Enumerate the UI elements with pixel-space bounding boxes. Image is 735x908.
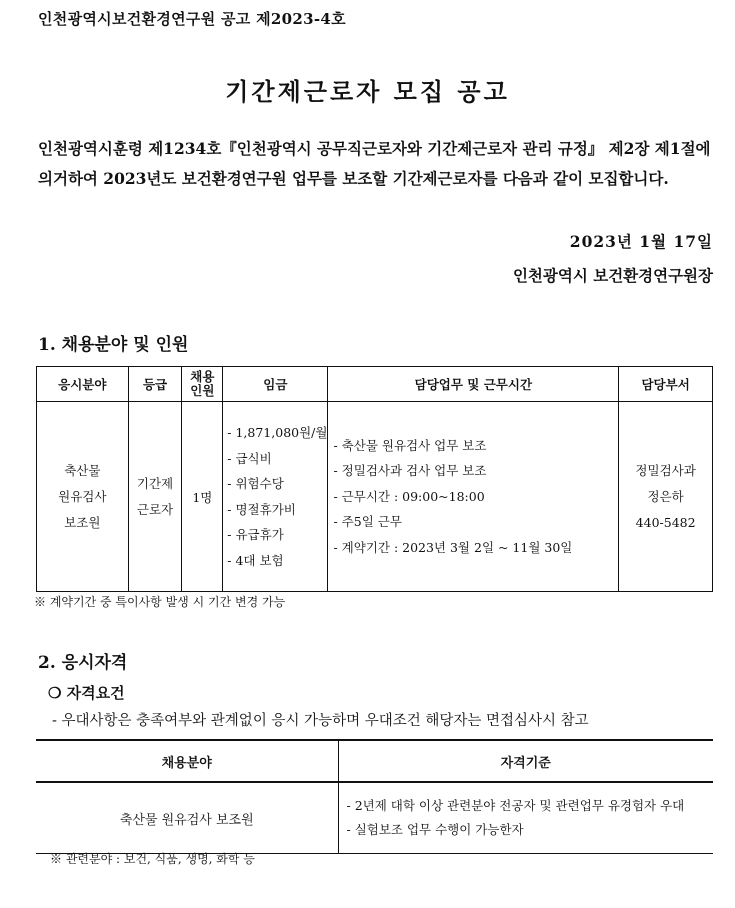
col-header-count xyxy=(182,367,223,402)
list-item: - 근무시간 : 09:00~18:00 xyxy=(333,488,485,504)
cell-dept xyxy=(619,402,713,592)
list-item: - 주5일 근무 xyxy=(333,514,402,530)
list-item: - 급식비 xyxy=(227,450,272,466)
cell-field: 축산물 원유검사 보조원 xyxy=(36,782,338,854)
list-item: - 명절휴가비 xyxy=(227,501,296,517)
list-item: - 유급휴가 xyxy=(227,527,284,542)
field-line: 축산물 xyxy=(64,462,101,478)
list-item: - 계약기간 : 2023년 3월 2일 ~ 11월 30일 xyxy=(333,539,573,555)
col-header-grade: 등급 xyxy=(128,367,182,402)
col-header-dept: 담당부서 xyxy=(619,367,713,402)
intro-paragraph: 인천광역시훈령 제1234호『인천광역시 공무직근로자와 기간제근로자 관리 규정』 제2장 제1절에 의거하여 2023년도 보건환경연구원 업무를 보조할 기간제근로자를 다음과 같이 모집합니다. xyxy=(38,139,711,188)
col-header-criteria: 자격기준 xyxy=(338,740,713,782)
col-header-wage: 임금 xyxy=(223,367,328,402)
cell-count: 1명 xyxy=(182,402,223,592)
col-header-count-line2: 인원 xyxy=(190,383,215,398)
col-header-field: 응시분야 xyxy=(37,367,129,402)
list-item: - 2년제 대학 이상 관련분야 전공자 및 관련업무 유경험자 우대 xyxy=(346,798,685,813)
qualification-table xyxy=(36,739,713,854)
list-item: - 축산물 원유검사 업무 보조 xyxy=(333,437,487,453)
recruitment-table-header xyxy=(37,367,713,402)
cell-grade xyxy=(128,402,182,592)
recruitment-table xyxy=(36,366,713,592)
col-header-duty: 담당업무 및 근무시간 xyxy=(328,367,619,402)
col-header-field: 채용분야 xyxy=(36,740,338,782)
list-item: - 정밀검사과 검사 업무 보조 xyxy=(333,463,487,479)
cell-wage xyxy=(223,402,328,592)
section-2-subheading: ❍ 자격요건 xyxy=(48,684,125,702)
notice-number: 인천광역시보건환경연구원 공고 제2023-4호 xyxy=(38,10,346,28)
field-line: 원유검사 xyxy=(58,488,107,504)
list-item: - 위험수당 xyxy=(227,476,284,491)
section-2-description: - 우대사항은 충족여부와 관계없이 응시 가능하며 우대조건 해당자는 면접심사시 참고 xyxy=(52,713,589,729)
section-2-heading: 2. 응시자격 xyxy=(38,653,128,673)
page-title: 기간제근로자 모집 공고 xyxy=(225,77,510,106)
cell-criteria xyxy=(338,782,713,854)
notice-date: 2023년 1월 17일 xyxy=(569,232,713,251)
list-item: - 실험보조 업무 수행이 가능한자 xyxy=(346,822,524,837)
grade-line: 근로자 xyxy=(136,501,174,517)
col-header-count-line1: 채용 xyxy=(190,369,215,384)
cell-duty xyxy=(328,402,619,592)
dept-line: 정은하 xyxy=(647,488,684,504)
cell-field xyxy=(37,402,129,592)
table-row xyxy=(36,782,713,854)
field-line: 보조원 xyxy=(64,514,101,530)
dept-line: 440-5482 xyxy=(635,514,696,530)
list-item: - 1,871,080원/월 xyxy=(227,425,328,440)
list-item: - 4대 보험 xyxy=(227,552,284,568)
dept-line: 정밀검사과 xyxy=(635,462,696,478)
section-2-note: ※ 관련분야 : 보건, 식품, 생명, 화학 등 xyxy=(50,852,255,866)
qualification-table-header xyxy=(36,740,713,782)
grade-line: 기간제 xyxy=(136,475,174,491)
section-1-heading: 1. 채용분야 및 인원 xyxy=(38,335,189,355)
issuer-name: 인천광역시 보건환경연구원장 xyxy=(512,266,713,285)
table-row xyxy=(37,402,713,592)
section-1-note: ※ 계약기간 중 특이사항 발생 시 기간 변경 가능 xyxy=(34,595,286,609)
